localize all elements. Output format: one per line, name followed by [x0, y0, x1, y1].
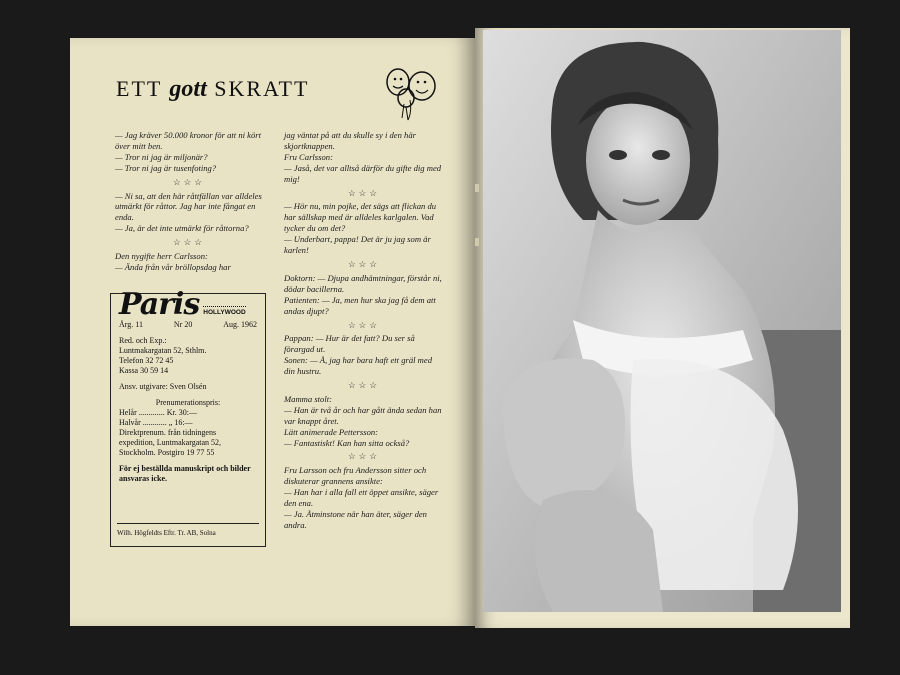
title-word-3: SKRATT [214, 76, 310, 101]
page-title [116, 76, 309, 103]
joke-line: — Han är två år och har gått ända sedan han var knappt året. [284, 404, 442, 426]
page-edge-mark [475, 184, 479, 192]
joke-line: Pappan: — Hur är det fatt? Du ser så förargad ut. [284, 333, 415, 355]
issue-number: Nr 20 [173, 320, 193, 329]
joke-line: Mamma stolt: [284, 393, 332, 404]
joke-line: Patienten: — Ja, men hur ska jag få dem att andas djupt? [284, 294, 436, 316]
joke-line: — Fantastiskt! Kan han sitta också? [284, 437, 410, 448]
magazine-logo [119, 287, 257, 322]
issue-year: Årg. 11 [119, 320, 143, 329]
joke-line: — Ända från vår bröllopsdag har [115, 261, 231, 272]
joke-line: — Tror ni jag är tusenfoting? [115, 162, 217, 173]
joke-column-2 [284, 130, 444, 531]
editorial-address [119, 336, 257, 376]
joke-line: — Tror ni jag är miljonär? [115, 151, 208, 162]
joke-line: jag väntat på att du skulle sy i den här skjortknappen. [284, 130, 416, 151]
joke-line: — Hör nu, min pojke, det sägs att flickan du har sällskap med är alldeles karlgalen. Vad tycker du om det? [284, 201, 437, 234]
joke-line: Den nygifte herr Carlsson: [115, 251, 208, 262]
right-page [475, 28, 850, 628]
publisher: Ansv. utgivare: Sven Olsén [119, 382, 207, 391]
left-page [70, 38, 475, 626]
direct-line-3: Stockholm. Postgiro 19 77 55 [119, 448, 215, 457]
magazine-spread [70, 28, 850, 628]
joke-line: — Underbart, pappa! Det är ju jag som är karlen! [284, 234, 431, 256]
address: Luntmakargatan 52, Sthlm. [119, 346, 207, 355]
joke-line: Fru Carlsson: [284, 151, 333, 162]
red-label: Red. och Exp.: [119, 336, 167, 345]
joke-line: Sonen: — Å, jag har bara haft ett gräl med din hustru. [284, 355, 432, 377]
joke-line: Lätt animerade Pettersson: [284, 426, 379, 437]
phone: Telefon 32 72 45 [119, 356, 174, 365]
star-separator: ☆☆☆ [347, 451, 381, 462]
direct-line-2: expedition, Luntmakargatan 52, [119, 438, 222, 447]
joke-line: — Jag kräver 50.000 kronor för att ni kört över mitt ben. [115, 130, 262, 151]
direct-line-1: Direktprenum. från tidningens [119, 428, 217, 437]
joke-line: — Ja, är det inte utmärkt för råttorna? [115, 223, 249, 234]
title-word-2: gott [169, 76, 207, 102]
printer-credit: Wilh. Högfeldts Eftr. Tr. AB, Solna [117, 523, 259, 538]
star-separator: ☆☆☆ [347, 187, 381, 198]
portrait-photo [483, 30, 841, 612]
star-separator: ☆☆☆ [347, 380, 381, 391]
star-separator: ☆☆☆ [172, 237, 206, 248]
star-separator: ☆☆☆ [347, 258, 381, 269]
issue-info [119, 320, 257, 330]
price-full-year: Helår ............. Kr. 30:— [119, 408, 197, 417]
disclaimer: För ej beställda manuskript och bilder ansvaras icke. [119, 464, 251, 483]
joke-line: — Jaså, det var alltså därför du gifte dig med mig! [284, 162, 442, 184]
balloons-illustration [378, 60, 442, 122]
star-separator: ☆☆☆ [347, 319, 381, 330]
joke-line: Doktorn: — Djupa andhämtningar, förstår ni, dödar bacillerna. [284, 272, 442, 294]
logo-subtitle: HOLLYWOOD [203, 306, 245, 318]
kassa: Kassa 30 59 14 [119, 366, 169, 375]
imprint-box [110, 287, 266, 547]
issue-date: Aug. 1962 [223, 320, 257, 329]
title-word-1: ETT [116, 76, 162, 101]
joke-line: — Ja. Åtminstone när han äter, säger den andra. [284, 509, 427, 530]
joke-column-1 [115, 130, 263, 273]
logo-text: Paris [119, 287, 200, 322]
joke-line: Fru Larsson och fru Andersson sitter och diskuterar grannens ansikte: [284, 465, 427, 487]
joke-line: — Han har i alla fall ett öppet ansikte, säger den ena. [284, 487, 439, 509]
star-separator: ☆☆☆ [172, 176, 206, 187]
price-heading: Prenumerationspris: [155, 398, 221, 407]
joke-line: — Ni sa, att den här råttfällan var alldeles utmärkt för råttor. Jag har inte fångat en enda. [115, 190, 262, 223]
page-edge-mark [475, 238, 479, 246]
price-half-year: Halvår ............ „ 16:— [119, 418, 193, 427]
